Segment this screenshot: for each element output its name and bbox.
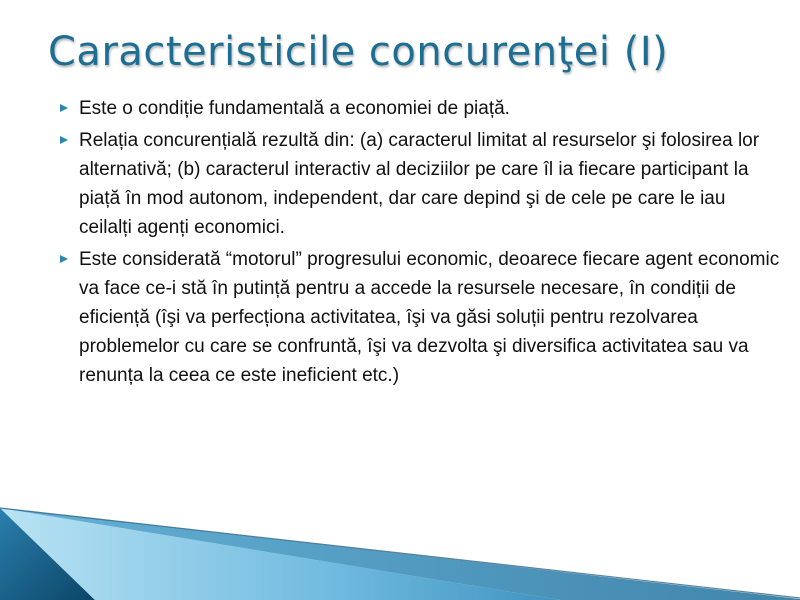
bullet-text: Relația concurențială rezultă din: (a) caracterul limitat al resurselor şi folosirea lor alternativă; (b) caracterul interactiv al deciziilor pe care îl ia fiecare participant la piață în mod autonom, independent, dar care depind şi de cele pe care le iau ceilalți agenți economici. [79,130,760,238]
bullet-item-1 [56,94,780,123]
bullet-arrow-icon [60,136,68,144]
corner-band-dark [0,508,95,600]
corner-band-mid [0,508,800,600]
bullet-item-2 [56,126,780,242]
bullet-arrow-icon [60,255,68,263]
bullet-text: Este o condiție fundamentală a economiei de piață. [79,98,510,119]
corner-band-light [0,508,560,600]
bullet-text: Este considerată “motorul” progresului economic, deoarece fiecare agent economic va face ce-i stă în putință pentru a accede la resursele necesare, în condiții de eficiență (îşi va perfecționa activitatea, îşi va găsi soluții pentru rezolvarea problemelor cu care se confruntă, îşi va dezvolta şi diversifica activitatea sau va renunța la ceea ce este ineficient etc.) [79,249,780,386]
bullet-arrow-icon [60,104,68,112]
slide-title: Caracteristicile concurenţei (I) [48,29,669,75]
bullet-list [56,94,780,393]
bullet-item-3 [56,245,780,390]
corner-line [0,508,800,598]
corner-decoration [0,500,800,600]
